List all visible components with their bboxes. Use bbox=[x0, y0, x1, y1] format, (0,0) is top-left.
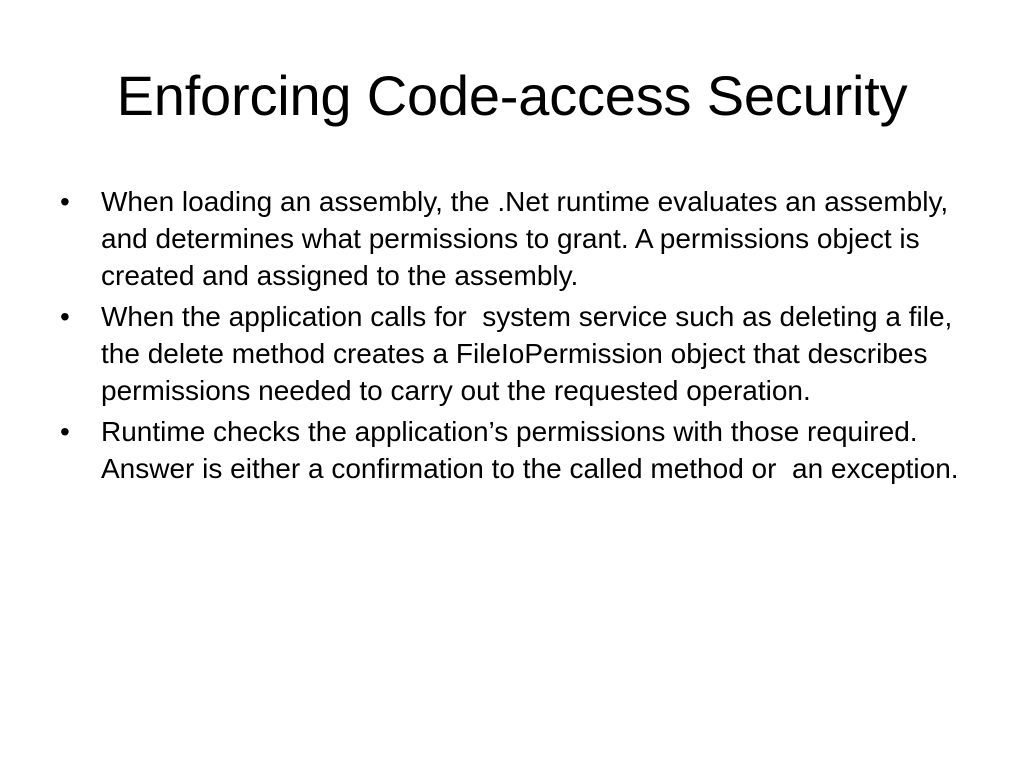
bullet-marker: • bbox=[60, 416, 70, 447]
bullet-marker: • bbox=[60, 186, 70, 217]
bullet-item bbox=[58, 413, 970, 487]
bullet-item bbox=[58, 183, 970, 294]
bullet-marker: • bbox=[60, 301, 70, 332]
bullet-item bbox=[58, 298, 970, 409]
bullet-text: Runtime checks the application’s permissions with those required. Answer is either a confirmation to the called method or an exception. bbox=[101, 416, 959, 484]
bullet-text: When loading an assembly, the .Net runtime evaluates an assembly, and determines what permissions to grant. A permissions object is created and assigned to the assembly. bbox=[101, 186, 956, 291]
bullet-text: When the application calls for system service such as deleting a file, the delete method creates a FileIoPermission object that describes permissions needed to carry out the requested operation. bbox=[101, 301, 961, 406]
bullet-list bbox=[58, 183, 970, 491]
slide-title: Enforcing Code-access Security bbox=[116, 64, 908, 127]
